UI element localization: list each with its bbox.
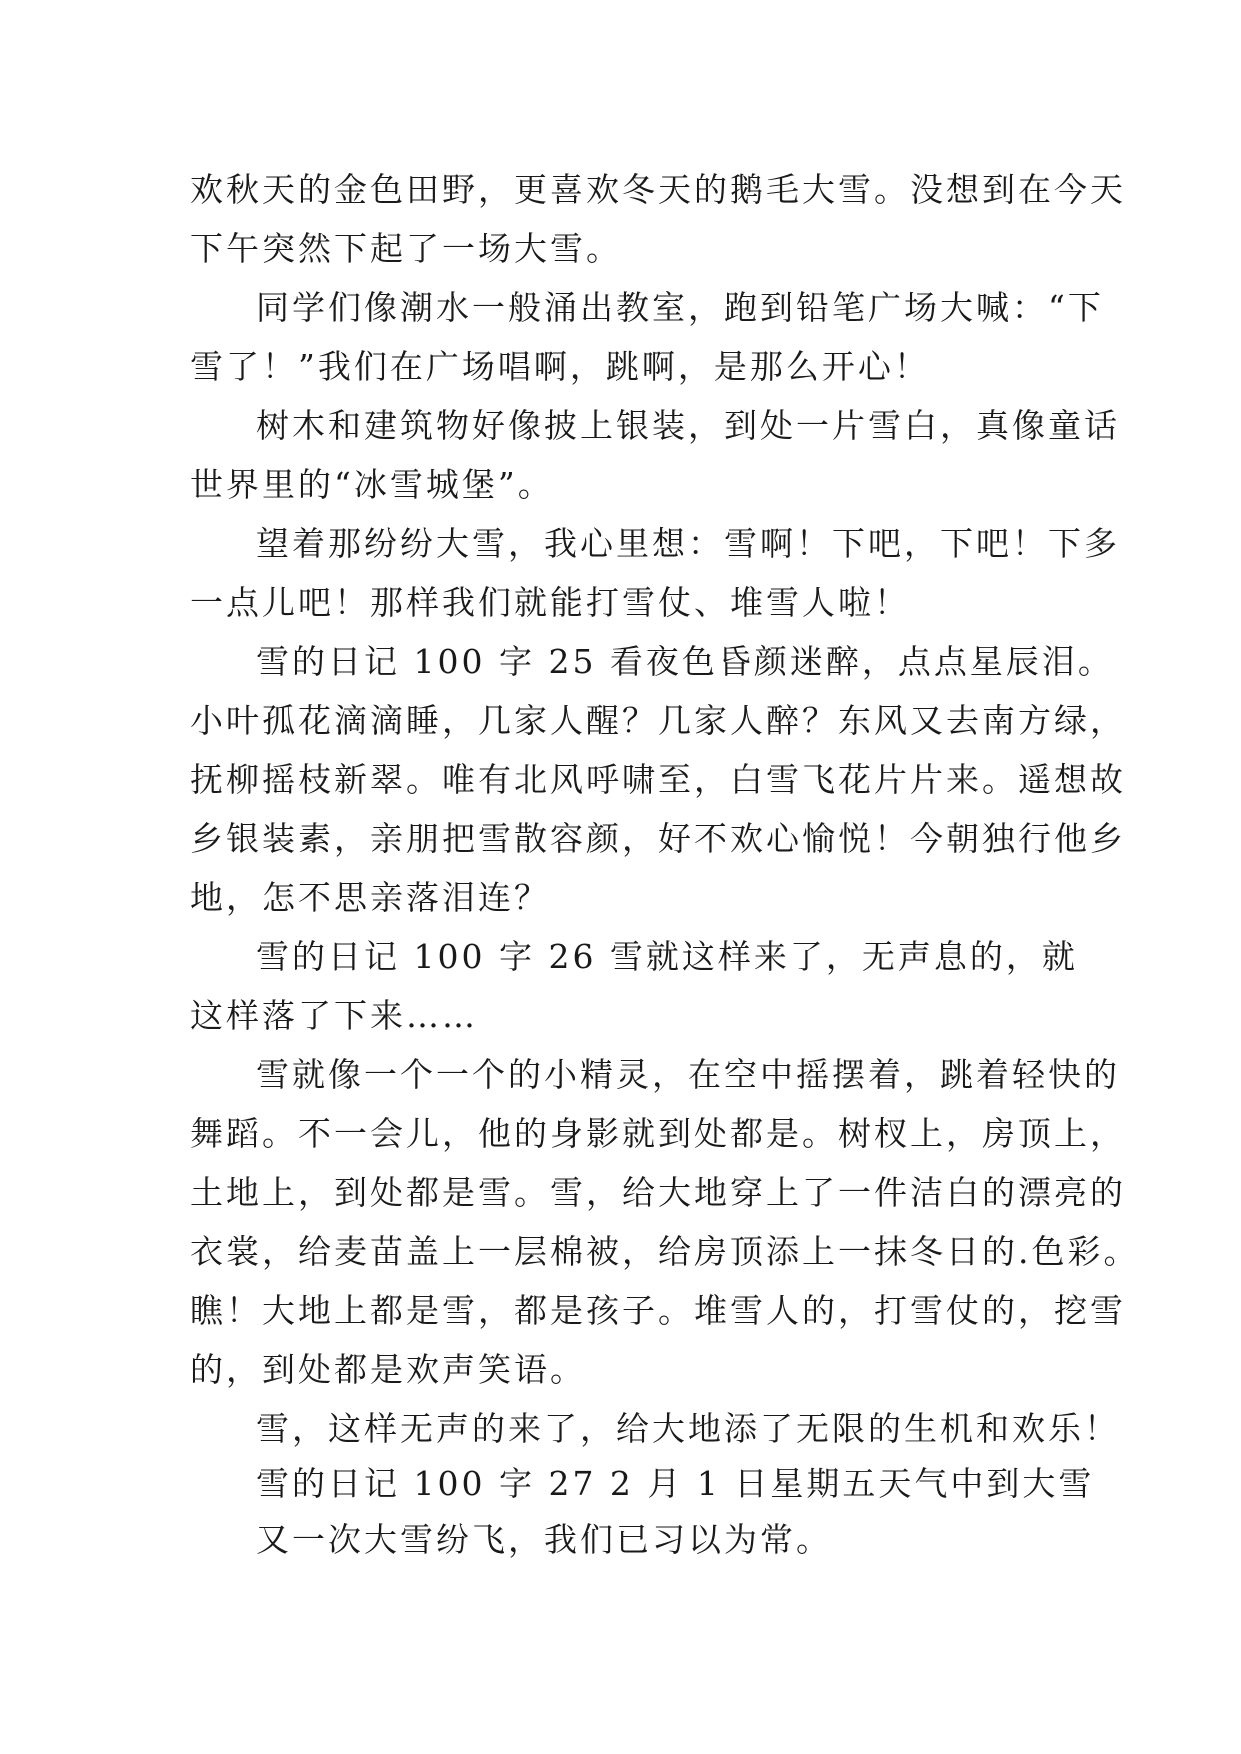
text-line: 乡银装素，亲朋把雪散容颜，好不欢心愉悦！今朝独行他乡 [190, 819, 1126, 858]
document-body [190, 160, 1140, 1569]
text-line: 抚柳摇枝新翠。唯有北风呼啸至，白雪飞花片片来。遥想故 [190, 760, 1126, 799]
text-line: 欢秋天的金色田野，更喜欢冬天的鹅毛大雪。没想到在今天 [190, 170, 1126, 209]
text-line: 雪的日记 100 字 26 雪就这样来了，无声息的，就 [256, 937, 1078, 976]
text-line: 一点儿吧！那样我们就能打雪仗、堆雪人啦！ [190, 583, 910, 622]
text-line: 土地上，到处都是雪。雪，给大地穿上了一件洁白的漂亮的 [190, 1173, 1126, 1212]
text-line: 舞蹈。不一会儿，他的身影就到处都是。树杈上，房顶上， [190, 1114, 1126, 1153]
text-line: 望着那纷纷大雪，我心里想：雪啊！下吧，下吧！下多 [256, 524, 1120, 563]
text-line: 雪就像一个一个的小精灵，在空中摇摆着，跳着轻快的 [256, 1055, 1120, 1094]
text-line: 又一次大雪纷飞，我们已习以为常。 [256, 1520, 832, 1559]
text-line: 树木和建筑物好像披上银装，到处一片雪白，真像童话 [256, 406, 1120, 445]
text-line: 雪的日记 100 字 27 2 月 1 日星期五天气中到大雪 [256, 1464, 1095, 1503]
text-line: 世界里的“冰雪城堡”。 [190, 465, 554, 504]
text-line: 衣裳，给麦苗盖上一层棉被，给房顶添上一抹冬日的.色彩。 [190, 1232, 1140, 1271]
text-line: 瞧！大地上都是雪，都是孩子。堆雪人的，打雪仗的，挖雪 [190, 1291, 1126, 1330]
text-line: 雪了！”我们在广场唱啊，跳啊，是那么开心！ [190, 347, 930, 386]
text-line: 小叶孤花滴滴睡，几家人醒？几家人醉？东风又去南方绿， [190, 701, 1126, 740]
text-line: 雪，这样无声的来了，给大地添了无限的生机和欢乐！ [256, 1409, 1120, 1448]
text-line: 下午突然下起了一场大雪。 [190, 229, 622, 268]
text-line: 同学们像潮水一般涌出教室，跑到铅笔广场大喊：“下 [256, 288, 1104, 327]
text-line: 雪的日记 100 字 25 看夜色昏颜迷醉，点点星辰泪。 [256, 642, 1114, 681]
text-line: 的，到处都是欢声笑语。 [190, 1350, 586, 1389]
text-line: 这样落了下来…… [190, 996, 478, 1035]
text-line: 地，怎不思亲落泪连？ [190, 878, 550, 917]
